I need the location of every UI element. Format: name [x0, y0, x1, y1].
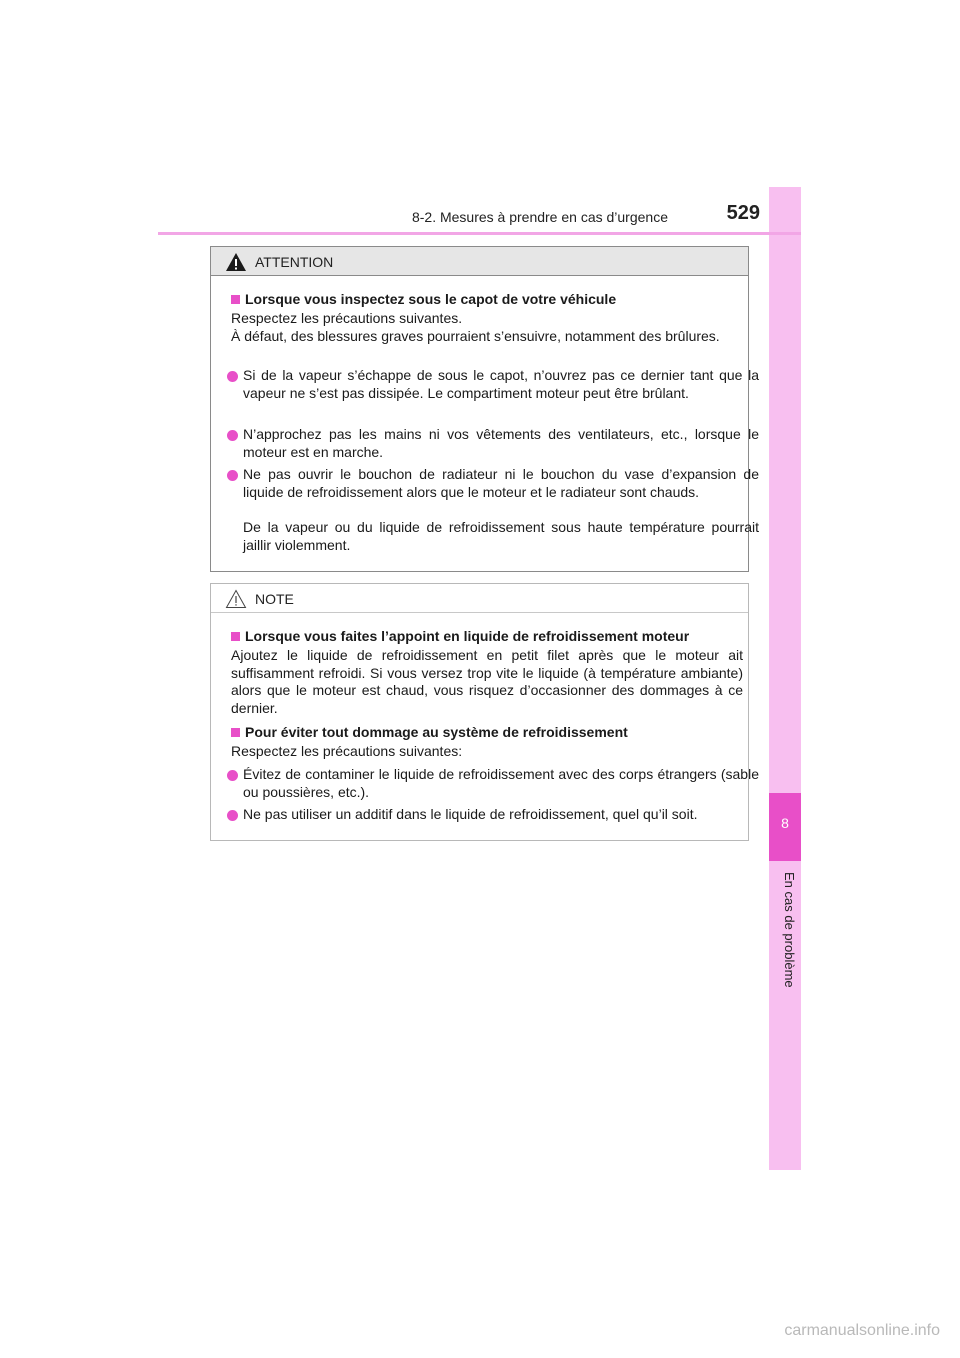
watermark: carmanualsonline.info	[784, 1322, 940, 1339]
note-paragraph-1: Ajoutez le liquide de refroidissement en petit filet après que le moteur ait suffisamment refroidi. Si vous versez trop vite le liquide (à température ambiante) alors que le moteur est chaud, vous risquez d’occasionner des dommages à ce dernier.	[231, 647, 743, 716]
note-header	[211, 584, 748, 613]
round-bullet-icon	[227, 470, 238, 481]
attention-header	[211, 247, 748, 276]
note-paragraph-2: Respectez les précautions suivantes:	[231, 743, 463, 759]
attention-intro-1: Respectez les précautions suivantes.	[231, 310, 463, 326]
attention-heading: Lorsque vous inspectez sous le capot de votre véhicule	[231, 290, 746, 308]
section-title: 8-2. Mesures à prendre en cas d’urgence	[411, 209, 668, 225]
round-bullet-icon	[227, 770, 238, 781]
note-heading-1: Lorsque vous faites l’appoint en liquide de refroidissement moteur	[231, 627, 746, 645]
round-bullet-icon	[227, 371, 238, 382]
square-bullet-icon	[231, 632, 240, 641]
page-number: 529	[726, 202, 760, 224]
round-bullet-icon	[227, 430, 238, 441]
square-bullet-icon	[231, 295, 240, 304]
note-heading-2: Pour éviter tout dommage au système de refroidissement	[231, 723, 746, 741]
bullet-continuation: De la vapeur ou du liquide de refroidissement sous haute température pourrait jaillir violemment.	[243, 519, 759, 553]
chapter-number: 8	[781, 815, 789, 831]
attention-box: ATTENTION Lorsque vous inspectez sous le capot de votre véhicule Respectez les précautions suivantes. À défaut, des blessures graves pourraient s’ensuivre, notamment des brûlures. Si de la vapeur s’échappe de sous le capot, n’ouvrez pas ce dernier tant que la vapeur ne s’est pas dissipée. Le compartiment moteur peut être brûlant. N’approchez pas les mains ni vos vêtements des ventilateurs, etc., lorsque le moteur est en marche. Ne pas ouvrir le bouchon de radiateur ni le bouchon du vase d’expansion de liquide de refroidissement alors que le moteur et le radiateur sont chauds. De la vapeur ou du liquide de refroidissement sous haute température pourrait jaillir violemment.	[210, 246, 749, 572]
warning-outline-icon	[225, 589, 247, 609]
attention-label: ATTENTION	[255, 254, 334, 270]
round-bullet-icon	[227, 810, 238, 821]
header-divider	[158, 232, 801, 235]
chapter-name: En cas de problème	[782, 872, 797, 988]
attention-intro-2: À défaut, des blessures graves pourraient s’ensuivre, notamment des brûlures.	[231, 328, 720, 344]
note-box: NOTE Lorsque vous faites l’appoint en liquide de refroidissement moteur Ajoutez le liquide de refroidissement en petit filet après que le moteur ait suffisamment refroidi. Si vous versez trop vite le liquide (à température ambiante) alors que le moteur est chaud, vous risquez d’occasionner des dommages à ce dernier. Pour éviter tout dommage au système de refroidissement Respectez les précautions suivantes: Évitez de contaminer le liquide de refroidissement avec des corps étrangers (sable ou poussières, etc.). Ne pas utiliser un additif dans le liquide de refroidissement, quel qu’il soit.	[210, 583, 749, 841]
warning-filled-icon	[225, 252, 247, 272]
note-label: NOTE	[255, 591, 294, 607]
chapter-side-tab	[769, 187, 801, 1170]
square-bullet-icon	[231, 728, 240, 737]
